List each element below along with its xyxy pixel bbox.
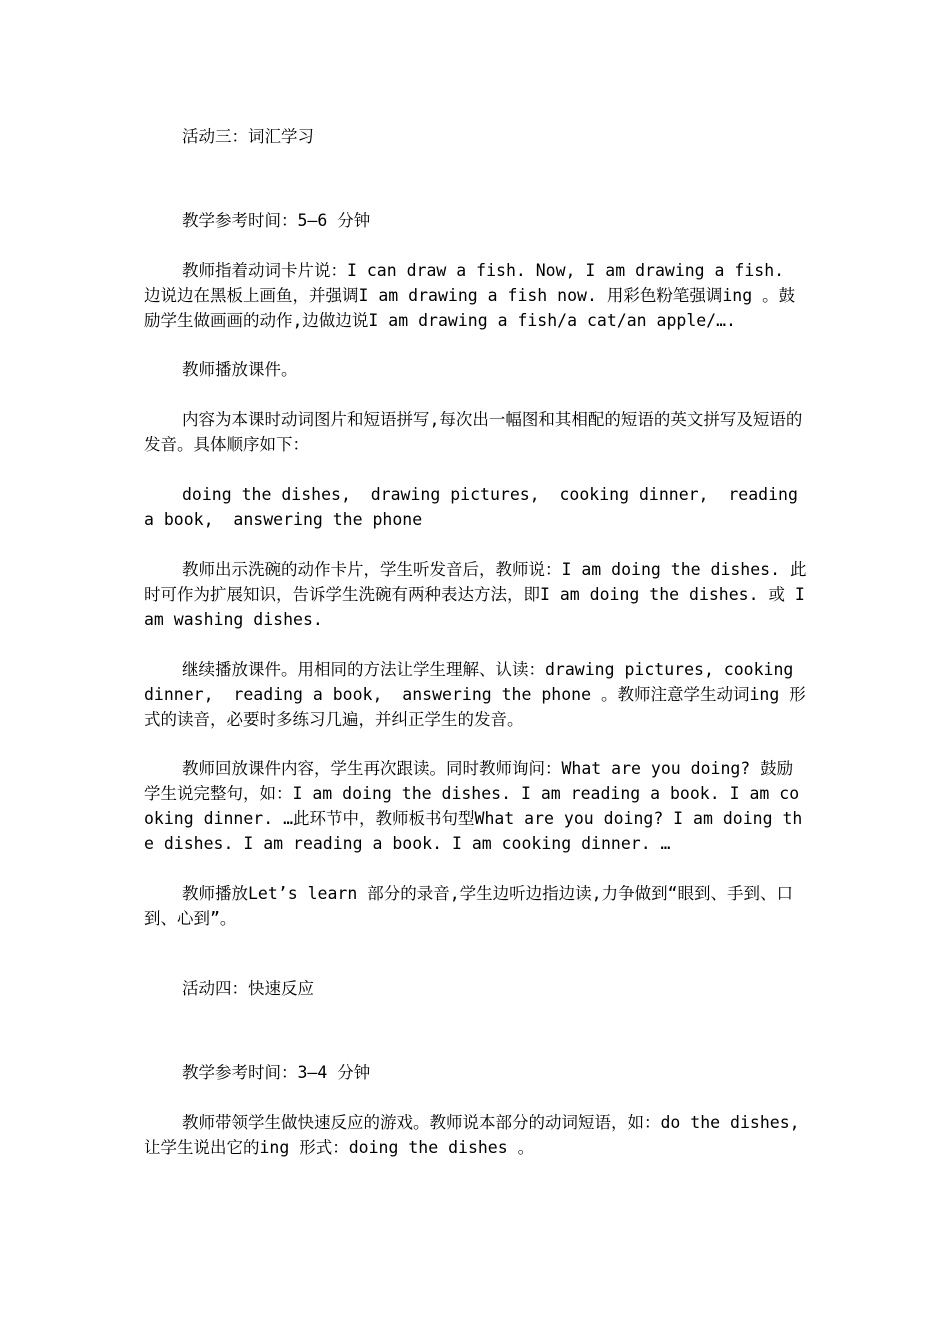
- activity-4-time: 教学参考时间：3—4 分钟: [182, 1063, 371, 1082]
- activity-4-heading: 活动四：快速反应: [182, 979, 314, 998]
- activity-3-time: 教学参考时间：5—6 分钟: [182, 211, 371, 230]
- paragraph-doing-dishes: 教师出示洗碗的动作卡片，学生听发音后，教师说：I am doing the dishes. 此时可作为扩展知识，告诉学生洗碗有两种表达方法，即I am doing the dishes. 或 I am washing dishes.: [144, 560, 815, 629]
- paragraph-phrase-list: doing the dishes, drawing pictures, cooking dinner, reading a book, answering the phone: [144, 485, 808, 529]
- paragraph-continue-courseware: 继续播放课件。用相同的方法让学生理解、认读：drawing pictures, cooking dinner, reading a book, answering the phone 。教师注意学生动词ing 形式的读音，必要时多练习几遍，并纠正学生的发音。: [144, 660, 806, 729]
- paragraph-quick-response: 教师带领学生做快速反应的游戏。教师说本部分的动词短语，如：do the dishes, 让学生说出它的ing 形式：doing the dishes 。: [144, 1113, 810, 1157]
- paragraph-draw-fish: 教师指着动词卡片说：I can draw a fish. Now, I am drawing a fish. 边说边在黑板上画鱼，并强调I am drawing a fish now. 用彩色粉笔强调ing 。鼓励学生做画画的动作,边做边说I am drawing a fish/a cat/an apple/….: [144, 261, 796, 330]
- paragraph-replay-courseware: 教师回放课件内容，学生再次跟读。同时教师询问：What are you doing? 鼓励学生说完整句，如：I am doing the dishes. I am reading a book. I am cooking dinner. …此环节中，教师板书句型What are you doing? I am doing the dishes. I am reading a book. I am cooking dinner. …: [144, 759, 803, 853]
- paragraph-courseware-content: 内容为本课时动词图片和短语拼写,每次出一幅图和其相配的短语的英文拼写及短语的发音。具体顺序如下：: [144, 410, 803, 454]
- paragraph-play-courseware: 教师播放课件。: [182, 360, 298, 379]
- activity-3-heading: 活动三：词汇学习: [182, 127, 314, 146]
- paragraph-lets-learn: 教师播放Let’s learn 部分的录音,学生边听边指边读,力争做到“眼到、手到、口到、心到”。: [144, 884, 794, 928]
